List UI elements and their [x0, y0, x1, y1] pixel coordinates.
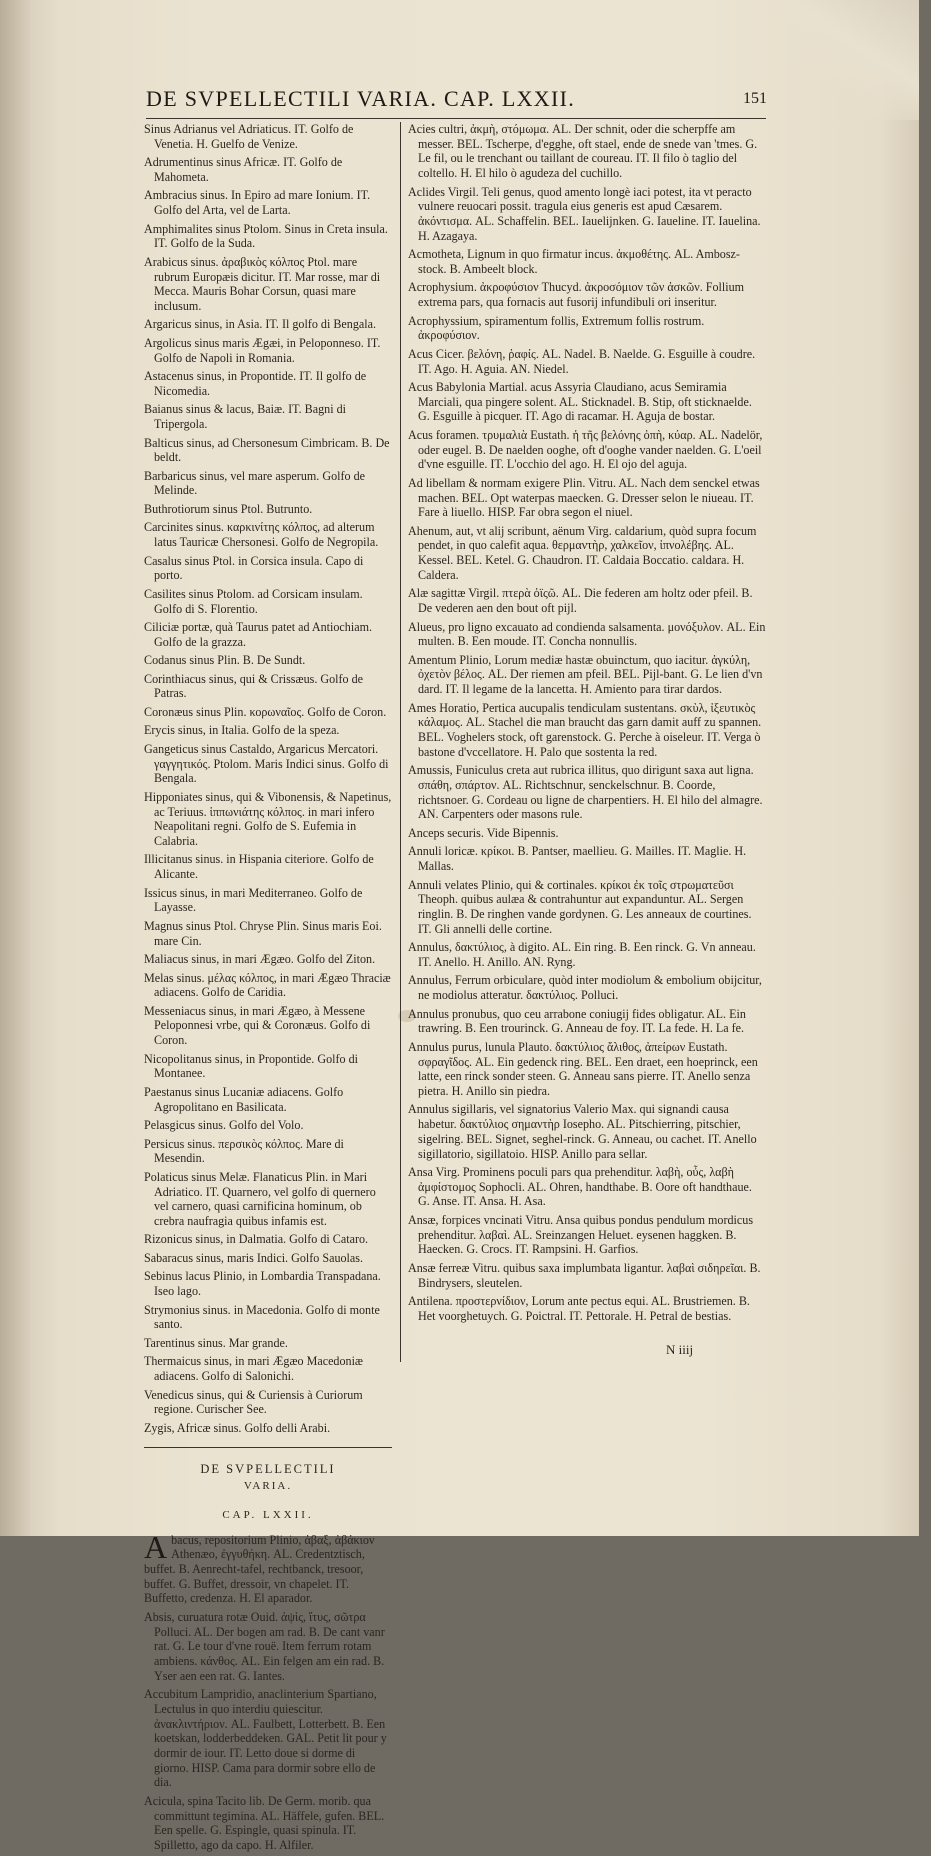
dictionary-entry: Tarentinus sinus. Mar grande.	[144, 1335, 288, 1350]
dictionary-entry: Amphimalites sinus Ptolom. Sinus in Creta insula. IT. Golfo de la Suda.	[144, 221, 388, 251]
dictionary-entry: Amussis, Funiculus creta aut rubrica illitus, quo dirigunt saxa aut ligna. σπάθη, σπάρτον. AL. Richtschnur, senckelschnur. B. Coorde, richtsnoer. G. Cordeau ou ligne de charpentiers. H. El hilo del almagre. AN. Carpenters oder masons rule.	[408, 763, 763, 822]
dictionary-entry: Sebinus lacus Plinio, in Lombardia Transpadana. Iseo lago.	[144, 1269, 381, 1299]
dictionary-entry: Messeniacus sinus, in mari Ægæo, à Messene Peloponnesi vrbe, qui & Coronæus. Golfo di Coron.	[144, 1003, 371, 1048]
section-entry-list	[144, 1528, 392, 1853]
dictionary-entry: Maliacus sinus, in mari Ægæo. Golfo del Ziton.	[144, 952, 376, 967]
dictionary-entry: Melas sinus. μέλας κόλπος, in mari Ægæo Thraciæ adiacens. Golfo de Caridia.	[144, 970, 391, 1000]
running-head: DE SVPELLECTILI VARIA. CAP. LXXII.	[146, 86, 575, 111]
page-gutter	[0, 0, 30, 1536]
dictionary-entry: Erycis sinus, in Italia. Golfo de la speza.	[144, 723, 340, 738]
dictionary-entry: Astacenus sinus, in Propontide. IT. Il golfo de Nicomedia.	[144, 369, 367, 398]
dictionary-entry: Accubitum Lampridio, anaclinterium Spartiano, Lectulus in quo interdiu quiescitur. ἀνακλιντήριον. AL. Faulbett, Lotterbett. B. Een koetskan, lodderbeddeken. GAL. Petit lit pour y dormir de iour. IT. Letto doue si dorme di giorno. HISP. Cama para dormir sobre ello de dia.	[144, 1687, 387, 1790]
left-column	[144, 122, 392, 1856]
dictionary-entry: Nicopolitanus sinus, in Propontide. Golfo di Montanee.	[144, 1051, 358, 1081]
dictionary-entry: Annulus, δακτύλιος, à digito. AL. Ein ring. B. Een rinck. G. Vn anneau. IT. Anello. H. Anillo. AN. Ryng.	[408, 940, 756, 969]
section-chapter: CAP. LXXII.	[222, 1508, 314, 1521]
dictionary-entry: Acrophyssium, spiramentum follis, Extremum follis rostrum. ἀκροφύσιον.	[408, 313, 705, 343]
dictionary-entry: Absis, curuatura rotæ Ouid. ἀψὶς, ἴτυς, σῶτρα Polluci. AL. Der bogen am rad. B. De cant vanr rat. G. Le tour d'vne rouë. Item ferrum rotam ambiens. κάνθος. AL. Ein felgen am ein rad. B. Yser aen een rat. G. Iantes.	[144, 1609, 385, 1683]
page-corner-fold	[779, 0, 919, 120]
dictionary-entry: Casalus sinus Ptol. in Corsica insula. Capo di porto.	[144, 553, 364, 583]
dictionary-entry: Pelasgicus sinus. Golfo del Volo.	[144, 1118, 304, 1133]
dictionary-entry: Ciliciæ portæ, quà Taurus patet ad Antiochiam. Golfo de la grazza.	[144, 620, 373, 649]
dictionary-entry: Acus foramen. τρυμαλιὰ Eustath. ἡ τῆς βελόνης ὀπὴ, κύαρ. AL. Nadelör, oder eugel. B. De naelden ooghe, oft d'ooghe vander naelden. G. L'oeil d'vne esguille. IT. L'occhio del ago. H. El ojo del aguja.	[408, 427, 763, 472]
dictionary-entry: Thermaicus sinus, in mari Ægæo Macedoniæ adiacens. Golfo di Salonichi.	[144, 1354, 363, 1384]
dictionary-entry: Ansa Virg. Prominens poculi pars qua prehenditur. λαβὴ, οὖς, λαβὴ ἀμφίστομος Sophocli. AL. Ohren, handthabe. B. Oore oft handthaue. G. Anse. IT. Ansa. H. Asa.	[408, 1165, 752, 1209]
dictionary-entry: Adrumentinus sinus Africæ. IT. Golfo de Mahometa.	[144, 155, 343, 184]
dictionary-entry: Venedicus sinus, qui & Curiensis à Curiorum regione. Curischer See.	[144, 1387, 363, 1417]
dictionary-entry: Annulus pronubus, quo ceu arrabone coniugij fides obligatur. AL. Ein trawring. B. Een trourinck. G. Anneau de foy. IT. La fede. H. La fe.	[408, 1006, 746, 1036]
dictionary-entry: Polaticus sinus Melæ. Flanaticus Plin. in Mari Adriatico. IT. Quarnero, vel golfo di quernero vel carnero, quasi carnificina hominum, ob crebra naufragia quibus infamis est.	[144, 1169, 376, 1228]
dictionary-entry: Strymonius sinus. in Macedonia. Golfo di monte santo.	[144, 1302, 380, 1332]
dictionary-entry: Ad libellam & normam exigere Plin. Vitru. AL. Nach dem senckel etwas machen. BEL. Opt waterpas maecken. G. Dresser selon le niueau. IT. Fare à liuello. HISP. Far obra segon el niuel.	[408, 475, 760, 520]
dictionary-entry: Coronæus sinus Plin. κορωναῖος. Golfo de Coron.	[144, 704, 387, 719]
dictionary-entry: Ansæ, forpices vncinati Vitru. Ansa quibus pondus pendulum mordicus prehenditur. λαβαὶ. AL. Sreinzangen Heluet. eysenen haggken. B. Haecken. G. Crocs. IT. Rampsini. H. Garfios.	[408, 1212, 754, 1257]
dictionary-entry: Rizonicus sinus, in Dalmatia. Golfo di Cataro.	[144, 1232, 369, 1247]
dictionary-entry: Ahenum, aut, vt alij scribunt, aënum Virg. caldarium, quòd supra focum pendet, in quo calefit aqua. θερμαντὴρ, χαλκεῖον, ἰπνολέβης. AL. Kessel. BEL. Ketel. G. Chaudron. IT. Caldaia Boccatio. caldara. H. Caldera.	[408, 523, 757, 582]
dictionary-entry: Acies cultri, ἀκμὴ, στόμωμα. AL. Der schnit, oder die scherpffe am messer. BEL. Tscherpe, d'egghe, oft stael, ende de snede van 'tmes. G. Le fil, ou le trenchant ou taillant de coureau. IT. Il filo ò taglio del coltello. H. El hilo ò agudeza del cuchillo.	[408, 122, 758, 181]
dictionary-entry: Buthrotiorum sinus Ptol. Butrunto.	[144, 501, 313, 516]
dictionary-entry: Carcinites sinus. καρκινίτης κόλπος, ad alterum latus Tauricæ Chersonesi. Golfo de Negropila.	[144, 520, 379, 550]
dictionary-entry: Ambracius sinus. In Epiro ad mare Ionium. IT. Golfo del Arta, vel de Larta.	[144, 188, 371, 218]
signature-mark: N iiij	[666, 1342, 694, 1357]
dictionary-entry: Anceps securis. Vide Bipennis.	[408, 825, 559, 840]
dictionary-entry: Argaricus sinus, in Asia. IT. Il golfo di Bengala.	[144, 317, 376, 332]
dictionary-entry: Acus Cicer. βελόνη, ῥαφίς. AL. Nadel. B. Naelde. G. Esguille à coudre. IT. Ago. H. Aguia. AN. Niedel.	[408, 346, 756, 376]
dictionary-entry: Antilena. προστερνίδιον, Lorum ante pectus equi. AL. Brustriemen. B. Het voorghetuych. G. Poictral. IT. Pettorale. H. Petral de bestias.	[408, 1294, 750, 1323]
dictionary-entry: Gangeticus sinus Castaldo, Argaricus Mercatori. γαγγητικός. Ptolom. Maris Indici sinus. Golfo di Bengala.	[144, 741, 389, 786]
dictionary-entry: Ansæ ferreæ Vitru. quibus saxa implumbata ligantur. λαβαὶ σιδηρεῖαι. B. Bindrysers, sleutelen.	[408, 1260, 761, 1290]
dictionary-entry: Sinus Adrianus vel Adriaticus. IT. Golfo de Venetia. H. Guelfo de Venize.	[144, 122, 354, 151]
dictionary-entry: Issicus sinus, in mari Mediterraneo. Golfo de Layasse.	[144, 885, 363, 915]
dictionary-entry: Corinthiacus sinus, qui & Crissæus. Golfo de Patras.	[144, 671, 364, 701]
dictionary-entry: Hipponiates sinus, qui & Vibonensis, & Napetinus, ac Teriuus. ἱππωνιάτης κόλπος. in mari infero Neapolitani regni. Golfo de S. Eufemia in Calabria.	[144, 789, 392, 848]
dictionary-entry: Annuli velates Plinio, qui & cortinales. κρίκοι ἐκ τοῖς στρωματεῦσι Theoph. quibus aulæa & contrahuntur aut expanduntur. AL. Sergen ringlin. B. De ringhen vande gordynen. G. Les anneaux de courtines. IT. Gli annelli delle cortine.	[408, 877, 752, 936]
dictionary-entry	[144, 1528, 392, 1607]
dictionary-entry: Annulus, Ferrum orbiculare, quòd inter modiolum & embolium obijcitur, ne modiolus atteratur. δακτύλιος. Polluci.	[408, 973, 762, 1003]
dictionary-entry: Annuli loricæ. κρίκοι. B. Pantser, maellieu. G. Mailles. IT. Maglie. H. Mallas.	[408, 844, 747, 874]
dictionary-entry: Persicus sinus. περσικὸς κόλπος. Mare di Mesendin.	[144, 1136, 344, 1166]
dictionary-entry: Acus Babylonia Martial. acus Assyria Claudiano, acus Semiramia Marciali, qua pingere solent. AL. Sticknadel. B. Stip, oft sticknaelde. G. Esguille à picquer. IT. Ago di racamar. H. Aguja de bostar.	[408, 380, 752, 424]
left-entry-list	[144, 122, 392, 1435]
dictionary-entry: Sabaracus sinus, maris Indici. Golfo Sauolas.	[144, 1250, 363, 1265]
column-divider	[400, 122, 401, 1362]
dictionary-entry: Argolicus sinus maris Ægæi, in Peloponneso. IT. Golfo de Napoli in Romania.	[144, 335, 381, 365]
header-rule	[146, 118, 766, 119]
dictionary-entry: Codanus sinus Plin. B. De Sundt.	[144, 653, 306, 668]
section-subtitle: VARIA.	[243, 1480, 293, 1493]
dictionary-entry: Acmotheta, Lignum in quo firmatur incus. ἀκμοθέτης. AL. Ambosz-stock. B. Ambeelt block.	[408, 247, 740, 276]
dictionary-entry: Barbaricus sinus, vel mare asperum. Golfo de Melinde.	[144, 468, 365, 498]
dictionary-entry: Acrophysium. ἀκροφύσιον Thucyd. ἀκροσόμιον τῶν ἀσκῶν. Follium extrema pars, qua fornacis aut fusorij infundibuli ori inseritur.	[408, 280, 745, 310]
right-entry-list	[408, 122, 766, 1323]
dictionary-entry: Balticus sinus, ad Chersonesum Cimbricam. B. De beldt.	[144, 435, 390, 465]
dictionary-entry: Arabicus sinus. ἀραβικὸς κόλπος Ptol. mare rubrum Europæis dicitur. IT. Mar rosse, mar di Mecca. Mauris Bohar Corsun, quasi mare inclusum.	[144, 254, 381, 313]
dictionary-entry: Ames Horatio, Pertica aucupalis tendiculam sustentans. σκὺλ, ἰξευτικὸς κάλαμος. AL. Stachel die man braucht das garn damit auff zu spannen. BEL. Voghelers stock, oft garenstock. G. Perche à oiseleur. IT. Verga ò bastone d'vccellatore. H. Palo que sostenta la red.	[408, 700, 762, 759]
drop-capital: A	[144, 1528, 168, 1565]
entry-text: bacus, repositorium Plinio, ἀβαξ, ἀβάκιον Athenæo, ἐγγυθήκη. AL. Credentztisch, buffet. B. Aenrecht-tafel, rechtbanck, tresoor, buffet. G. Buffet, dressoir, vn chapelet. IT. Buffetto, credenza. H. El aparador.	[144, 1532, 375, 1606]
right-column	[408, 122, 766, 1327]
dictionary-entry: Zygis, Africæ sinus. Golfo delli Arabi.	[144, 1420, 331, 1435]
dictionary-entry: Acicula, spina Tacito lib. De Germ. morib. qua committunt tegimina. AL. Häffele, gufen. BEL. Een spelle. G. Espingle, quasi spinula. IT. Spilletto, ago da capo. H. Alfiler.	[144, 1793, 385, 1852]
page-number: 151	[743, 90, 767, 107]
dictionary-entry: Illicitanus sinus. in Hispania citeriore. Golfo de Alicante.	[144, 852, 374, 882]
dictionary-entry: Alæ sagittæ Virgil. πτερὰ ὀϊςῶ. AL. Die federen am holtz oder pfeil. B. De vederen aen den bout oft pijl.	[408, 586, 753, 616]
dictionary-entry: Magnus sinus Ptol. Chryse Plin. Sinus maris Eoi. mare Cin.	[144, 918, 382, 948]
dictionary-entry: Annulus sigillaris, vel signatorius Valerio Max. qui signandi causa habetur. δακτύλιος σημαντὴρ Iosepho. AL. Pitschierring, pitschier, sigelring. BEL. Signet, seghel-rinck. G. Anneau, ou cachet. IT. Anello sigillatorio, sigillatoio. HISP. Anillo para sellar.	[408, 1102, 757, 1161]
dictionary-entry: Paestanus sinus Lucaniæ adiacens. Golfo Agropolitano en Basilicata.	[144, 1084, 344, 1114]
section-rule	[144, 1447, 392, 1448]
dictionary-entry: Aclides Virgil. Teli genus, quod amento longè iaci potest, ita vt peracto vulnere reuocari possit. tragula eius generis est apud Cæsarem. ἀκόντισμα. AL. Schaffelin. BEL. Iauelijnken. G. Iaueline. IT. Iauelina. H. Azagaya.	[408, 184, 761, 243]
dictionary-entry: Annulus purus, lunula Plauto. δακτύλιος ἄλιθος, ἀπείρων Eustath. σφραγῖδος. AL. Ein gedenck ring. BEL. Een draet, een hoeprinck, een latte, een rinck sonder steen. G. Anneau sans pierre. IT. Anello senza pietra. H. Anillo sin piedra.	[408, 1039, 758, 1098]
section-title: DE SVPELLECTILI	[200, 1462, 336, 1477]
dictionary-entry: Alueus, pro ligno excauato ad condienda salsamenta. μονόξυλον. AL. Ein multen. B. Een moude. IT. Concha nonnullis.	[408, 619, 766, 649]
dictionary-entry: Casilites sinus Ptolom. ad Corsicam insulam. Golfo di S. Florentio.	[144, 586, 363, 616]
dictionary-entry: Baianus sinus & lacus, Baiæ. IT. Bagni di Tripergola.	[144, 402, 346, 432]
dictionary-entry: Amentum Plinio, Lorum mediæ hastæ obuinctum, quo iacitur. ἀγκύλη, ὀχετὸν βέλος. AL. Der riemen am pfeil. BEL. Pijl-bant. G. Le lien d'vn dard. IT. Il legame de la lancetta. H. Amiento para tirar dardos.	[408, 652, 763, 697]
